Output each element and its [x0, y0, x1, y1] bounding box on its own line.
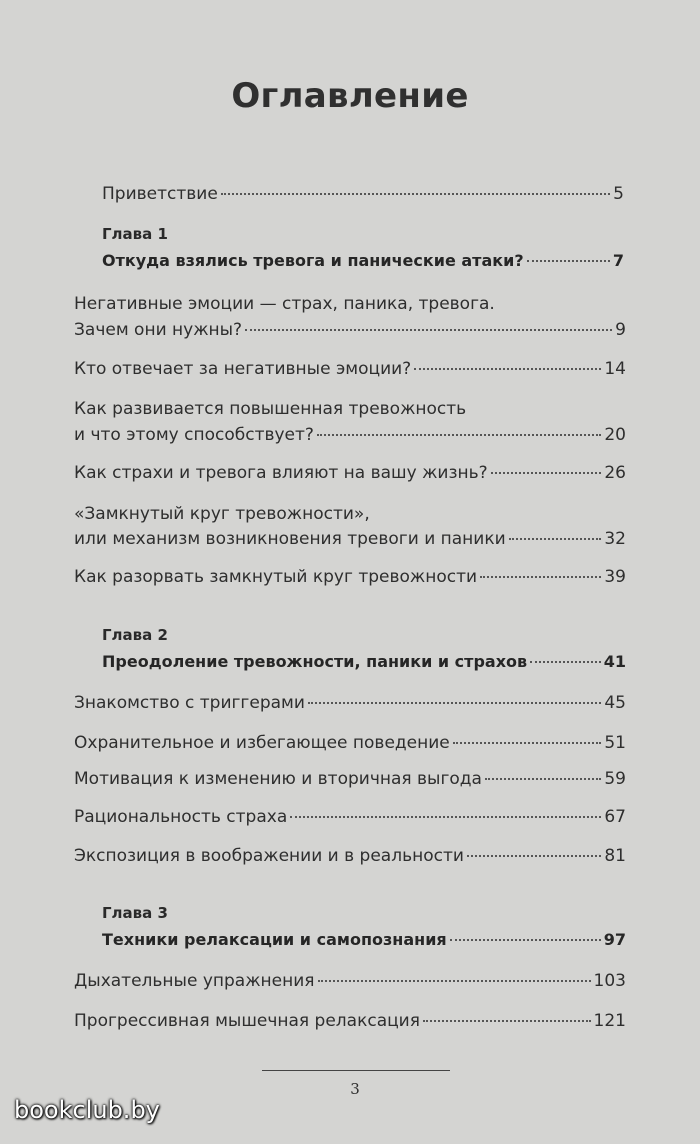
toc-entry [74, 692, 626, 714]
toc-entry-page: 81 [604, 846, 626, 866]
toc-entry [74, 768, 626, 790]
watermark: bookclub.by [14, 1096, 160, 1124]
toc-entry [74, 845, 626, 867]
dot-leader [450, 938, 601, 941]
toc-entry-page: 9 [615, 320, 626, 340]
toc-entry [74, 424, 626, 446]
dot-leader [290, 815, 601, 818]
toc-entry-page: 59 [604, 769, 626, 789]
toc-entry-page: 20 [604, 425, 626, 445]
toc-entry-title: Кто отвечает за негативные эмоции? [74, 359, 412, 379]
page-number: 3 [350, 1080, 360, 1098]
toc-entry-page: 67 [604, 807, 626, 827]
dot-leader [423, 1019, 591, 1022]
chapter-heading-text: Техники релаксации и самопознания [102, 930, 447, 949]
toc-entry-page: 45 [604, 693, 626, 713]
toc-entry-title: Дыхательные упражнения [74, 971, 315, 991]
toc-entry-title: Знакомство с триггерами [74, 693, 305, 713]
toc-entry [74, 358, 626, 380]
toc-entry-line: Негативные эмоции — страх, паника, тревога. [74, 294, 495, 314]
footer-rule [262, 1070, 450, 1071]
toc-entry [74, 970, 626, 992]
dot-leader [491, 471, 602, 474]
toc-entry-page: 5 [613, 184, 624, 204]
toc-entry-title: и что этому способствует? [74, 425, 314, 445]
dot-leader [480, 575, 601, 578]
toc-entry [74, 462, 626, 484]
chapter-heading [102, 651, 626, 673]
dot-leader [527, 259, 610, 262]
toc-entry [74, 1010, 626, 1032]
chapter-heading [102, 250, 624, 272]
toc-entry-page: 26 [604, 463, 626, 483]
dot-leader [467, 854, 601, 857]
chapter-heading-text: Преодоление тревожности, паники и страхов [102, 652, 528, 671]
dot-leader [453, 741, 602, 744]
toc-entry-page: 7 [612, 251, 624, 270]
toc-entry-title: Как разорвать замкнутый круг тревожности [74, 567, 478, 587]
chapter-heading [102, 929, 626, 951]
dot-leader [245, 328, 612, 331]
toc-entry-page: 32 [604, 529, 626, 549]
toc-entry-page: 51 [604, 733, 626, 753]
toc-entry-line: Как развивается повышенная тревожность [74, 399, 467, 419]
toc-entry-title: Мотивация к изменению и вторичная выгода [74, 769, 482, 789]
dot-leader [221, 192, 610, 195]
dot-leader [318, 979, 591, 982]
toc-entry [74, 528, 626, 550]
chapter-label: Глава 1 [102, 225, 168, 243]
toc-entry-page: 97 [603, 930, 626, 949]
toc-entry [74, 806, 626, 828]
toc-entry [74, 319, 626, 341]
toc-entry [74, 732, 626, 754]
toc-entry-title: или механизм возникновения тревоги и паники [74, 529, 506, 549]
toc-entry-title: Охранительное и избегающее поведение [74, 733, 450, 753]
dot-leader [414, 367, 601, 370]
dot-leader [509, 537, 602, 540]
dot-leader [317, 433, 601, 436]
toc-entry [74, 566, 626, 588]
toc-entry-title: Как страхи и тревога влияют на вашу жизнь? [74, 463, 488, 483]
toc-entry-line: «Замкнутый круг тревожности», [74, 504, 370, 524]
page-title: Оглавление [231, 76, 469, 116]
toc-entry-page: 121 [593, 1011, 626, 1031]
dot-leader [485, 777, 601, 780]
toc-entry-title: Прогрессивная мышечная релаксация [74, 1011, 420, 1031]
toc-entry-page: 14 [604, 359, 626, 379]
toc-entry-page: 39 [604, 567, 626, 587]
chapter-heading-text: Откуда взялись тревога и панические атаки? [102, 251, 524, 270]
toc-entry-greeting [102, 183, 624, 205]
chapter-label: Глава 3 [102, 904, 168, 922]
chapter-label: Глава 2 [102, 626, 168, 644]
toc-entry-title: Рациональность страха [74, 807, 288, 827]
toc-entry-page: 103 [593, 971, 626, 991]
toc-entry-title: Экспозиция в воображении и в реальности [74, 846, 464, 866]
toc-entry-title: Приветствие [102, 184, 218, 204]
dot-leader [308, 701, 601, 704]
dot-leader [530, 660, 601, 663]
toc-entry-page: 41 [603, 652, 626, 671]
toc-entry-title: Зачем они нужны? [74, 320, 243, 340]
